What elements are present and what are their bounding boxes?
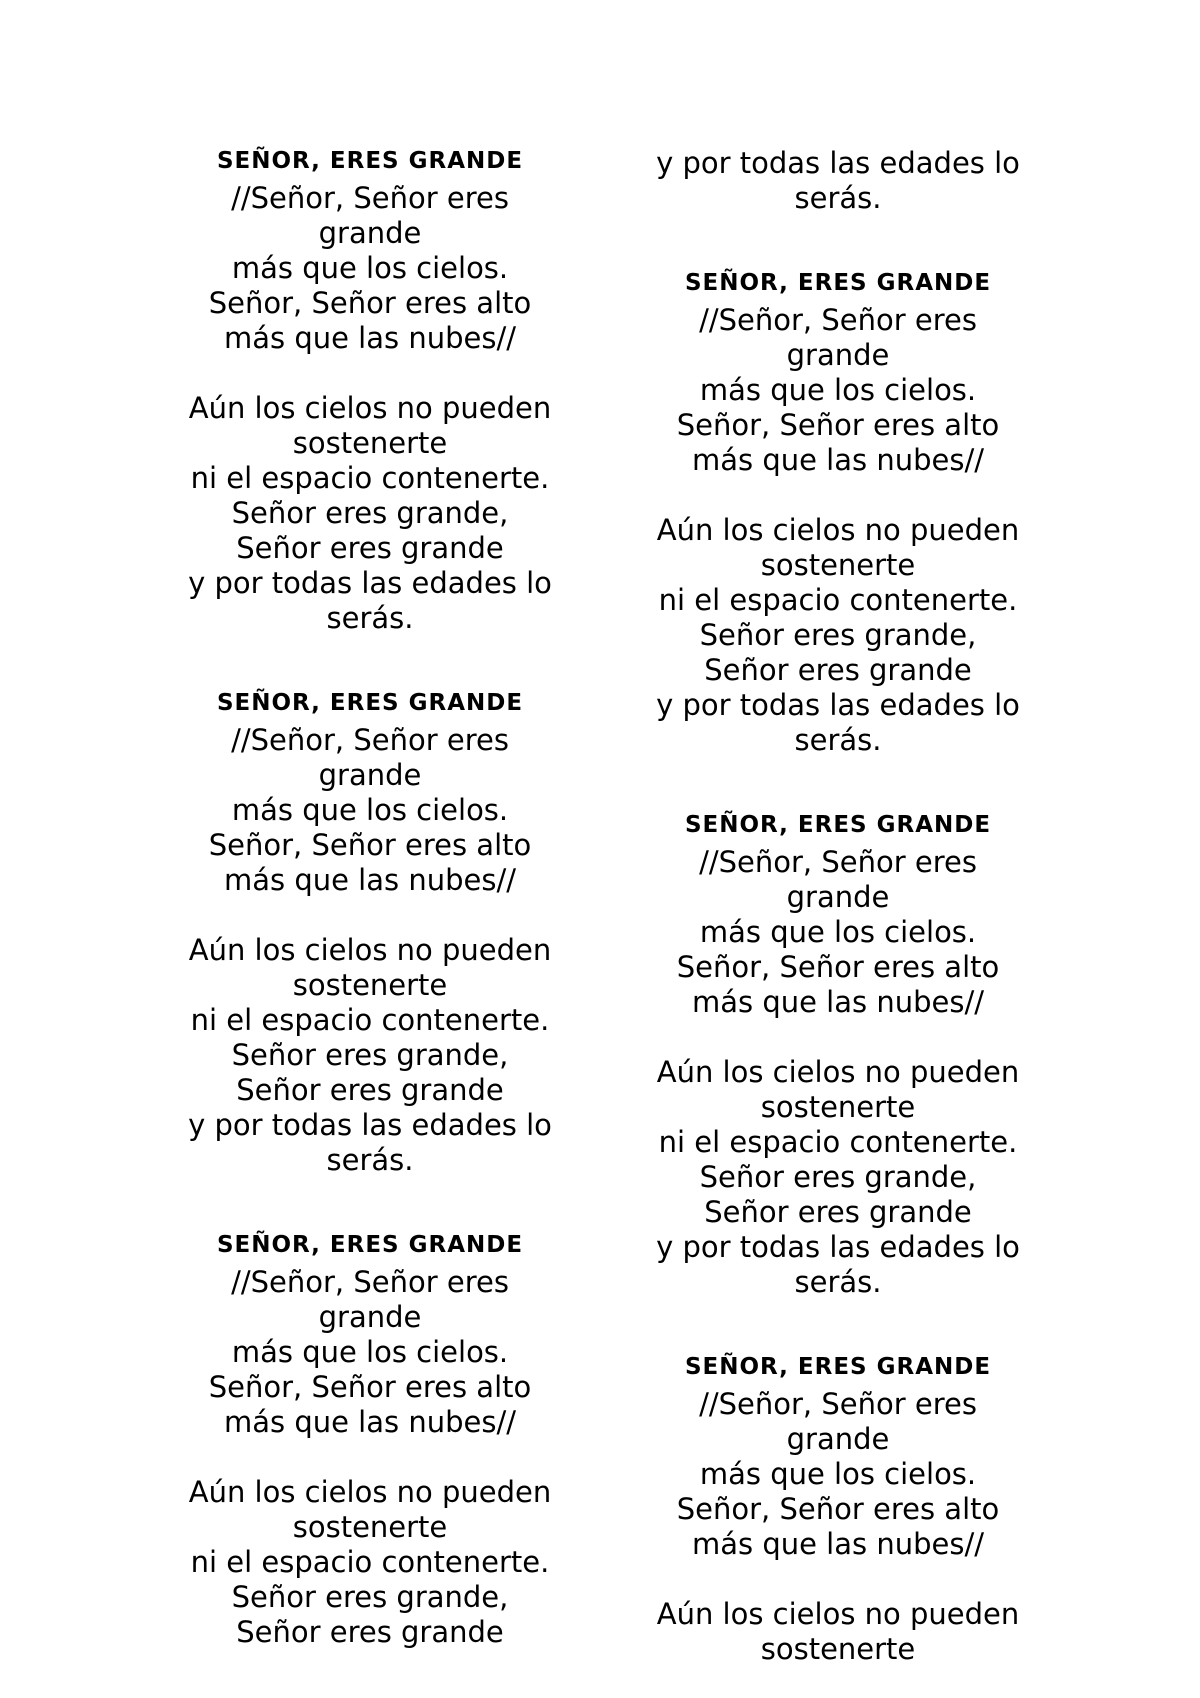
stanza-gap — [628, 478, 1048, 513]
chorus-line: más que las nubes// — [223, 863, 516, 897]
verse-line: sostenerte — [292, 968, 448, 1002]
verse-line: Señor eres grande, — [231, 1580, 509, 1614]
chorus-line: Señor, Señor eres alto — [208, 286, 532, 320]
verse-line: ni el espacio contenerte. — [190, 1003, 550, 1037]
verse-line: Aún los cielos no pueden — [188, 391, 552, 425]
chorus-line: más que los cielos. — [699, 373, 977, 407]
right-column — [628, 146, 1048, 1667]
verse-line: Aún los cielos no pueden — [188, 933, 552, 967]
verse-line: Señor eres grande, — [231, 496, 509, 530]
chorus-line: grande — [786, 880, 890, 914]
chorus-line: más que los cielos. — [231, 793, 509, 827]
song-title: SEÑOR, ERES GRANDE — [216, 148, 524, 174]
verse-line: serás. — [794, 723, 882, 757]
verse-line: serás. — [794, 1265, 882, 1299]
chorus-line: grande — [786, 338, 890, 372]
verse-line: Señor eres grande — [704, 653, 972, 687]
verse-line: ni el espacio contenerte. — [658, 1125, 1018, 1159]
chorus-line: más que las nubes// — [691, 443, 984, 477]
verse-line: Aún los cielos no pueden — [188, 1475, 552, 1509]
verse-line: serás. — [794, 181, 882, 215]
chorus-line: //Señor, Señor eres — [231, 181, 509, 215]
chorus-line: Señor, Señor eres alto — [676, 408, 1000, 442]
chorus-line: más que los cielos. — [231, 251, 509, 285]
verse-line: y por todas las edades lo — [188, 1108, 552, 1142]
stanza-gap — [628, 1020, 1048, 1055]
song-gap — [160, 636, 580, 688]
song-block — [160, 688, 580, 1178]
verse-line: Señor eres grande, — [699, 618, 977, 652]
chorus-line: //Señor, Señor eres — [231, 1265, 509, 1299]
verse-line: Aún los cielos no pueden — [656, 1055, 1020, 1089]
verse-line: ni el espacio contenerte. — [190, 1545, 550, 1579]
stanza-gap — [160, 356, 580, 391]
song-gap — [628, 758, 1048, 810]
verse-line: sostenerte — [292, 426, 448, 460]
verse-line: ni el espacio contenerte. — [658, 583, 1018, 617]
verse-line: y por todas las edades lo — [188, 566, 552, 600]
verse-line: serás. — [326, 601, 414, 635]
song-gap — [628, 216, 1048, 268]
verse-line: Señor eres grande — [704, 1195, 972, 1229]
verse-line: Aún los cielos no pueden — [656, 1597, 1020, 1631]
verse-line: sostenerte — [760, 1632, 916, 1666]
song-title: SEÑOR, ERES GRANDE — [684, 812, 992, 838]
song-block — [628, 1352, 1048, 1667]
verse-line: sostenerte — [292, 1510, 448, 1544]
verse-line: y por todas las edades lo — [656, 1230, 1020, 1264]
song-gap — [628, 1300, 1048, 1352]
chorus-line: Señor, Señor eres alto — [676, 950, 1000, 984]
verse-line: y por todas las edades lo — [656, 146, 1020, 180]
left-column — [160, 146, 580, 1650]
song-block-continuation — [628, 146, 1048, 216]
verse-line: Señor eres grande, — [231, 1038, 509, 1072]
verse-line: y por todas las edades lo — [656, 688, 1020, 722]
song-gap — [160, 1178, 580, 1230]
song-block — [628, 268, 1048, 758]
stanza-gap — [160, 898, 580, 933]
chorus-line: más que los cielos. — [231, 1335, 509, 1369]
chorus-line: más que las nubes// — [691, 985, 984, 1019]
chorus-line: //Señor, Señor eres — [699, 845, 977, 879]
verse-line: Señor eres grande, — [699, 1160, 977, 1194]
verse-line: Señor eres grande — [236, 1073, 504, 1107]
chorus-line: Señor, Señor eres alto — [208, 1370, 532, 1404]
chorus-line: más que los cielos. — [699, 915, 977, 949]
chorus-line: más que los cielos. — [699, 1457, 977, 1491]
verse-line: Señor eres grande — [236, 531, 504, 565]
verse-line: serás. — [326, 1143, 414, 1177]
chorus-line: grande — [318, 1300, 422, 1334]
chorus-line: //Señor, Señor eres — [699, 303, 977, 337]
verse-line: sostenerte — [760, 1090, 916, 1124]
chorus-line: más que las nubes// — [691, 1527, 984, 1561]
song-title: SEÑOR, ERES GRANDE — [684, 1354, 992, 1380]
stanza-gap — [160, 1440, 580, 1475]
chorus-line: más que las nubes// — [223, 321, 516, 355]
chorus-line: grande — [318, 758, 422, 792]
verse-line: sostenerte — [760, 548, 916, 582]
verse-line: Aún los cielos no pueden — [656, 513, 1020, 547]
chorus-line: //Señor, Señor eres — [231, 723, 509, 757]
verse-line: Señor eres grande — [236, 1615, 504, 1649]
chorus-line: Señor, Señor eres alto — [208, 828, 532, 862]
chorus-line: Señor, Señor eres alto — [676, 1492, 1000, 1526]
chorus-line: grande — [318, 216, 422, 250]
song-title: SEÑOR, ERES GRANDE — [216, 1232, 524, 1258]
song-title: SEÑOR, ERES GRANDE — [216, 690, 524, 716]
verse-line: ni el espacio contenerte. — [190, 461, 550, 495]
chorus-line: grande — [786, 1422, 890, 1456]
chorus-line: más que las nubes// — [223, 1405, 516, 1439]
stanza-gap — [628, 1562, 1048, 1597]
song-block — [628, 810, 1048, 1300]
song-block — [160, 146, 580, 636]
song-title: SEÑOR, ERES GRANDE — [684, 270, 992, 296]
song-block — [160, 1230, 580, 1650]
chorus-line: //Señor, Señor eres — [699, 1387, 977, 1421]
